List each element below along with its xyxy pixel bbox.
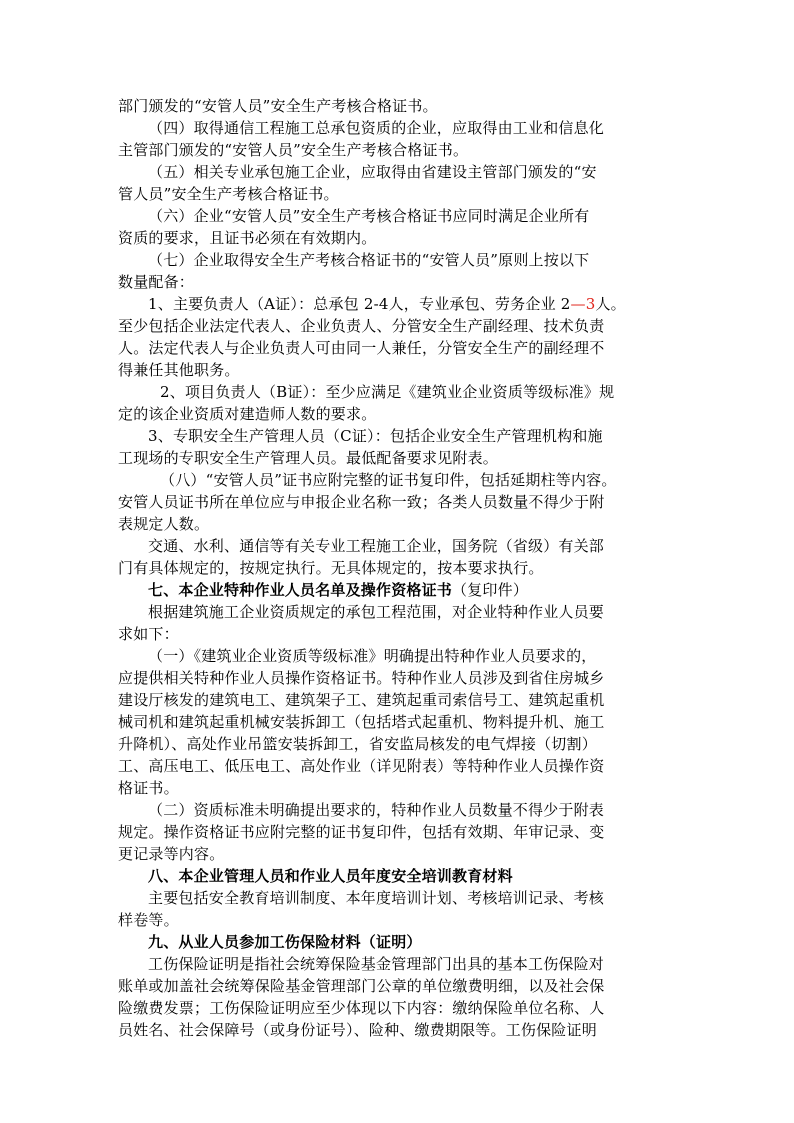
text-line: 定的该企业资质对建造师人数的要求。 — [118, 405, 377, 423]
text-line: 求如下： — [118, 625, 179, 643]
text-line: 资质的要求，且证书必须在有效期内。 — [118, 229, 377, 247]
text-line: 2、项目负责人（B证）：至少应满足《建筑业企业资质等级标准》规 — [160, 383, 615, 401]
text-line: （七）企业取得安全生产考核合格证书的“安管人员”原则上按以下 — [148, 251, 590, 269]
text-line: 升降机）、高处作业吊篮安装拆卸工，省安监局核发的电气焊接（切割） — [118, 735, 597, 753]
text-line: 规定。操作资格证书应附完整的证书复印件，包括有效期、年审记录、变 — [118, 823, 605, 841]
text-line: 样卷等。 — [118, 911, 179, 929]
text-line: 械司机和建筑起重机械安装拆卸工（包括塔式起重机、物料提升机、施工 — [118, 713, 605, 731]
text-line: 安管人员证书所在单位应与申报企业名称一致；各类人员数量不得少于附 — [118, 493, 605, 511]
text-line: 得兼任其他职务。 — [118, 361, 240, 379]
text-segment: 1、主要负责人（A证）：总承包 2-4人，专业承包、劳务企业 — [148, 295, 561, 313]
text-segment: 人。 — [595, 295, 626, 313]
section-heading: 八、本企业管理人员和作业人员年度安全培训教育材料 — [148, 867, 513, 885]
text-line: 交通、水利、通信等有关专业工程施工企业，国务院（省级）有关部 — [148, 537, 605, 555]
text-line: （六）企业“安管人员”安全生产考核合格证书应同时满足企业所有 — [148, 207, 590, 225]
text-line: 工、高压电工、低压电工、高处作业（详见附表）等特种作业人员操作资 — [118, 757, 605, 775]
text-line: 账单或加盖社会统筹保险基金管理部门公章的单位缴费明细，以及社会保 — [118, 977, 605, 995]
text-line: 主管部门颁发的“安管人员”安全生产考核合格证书。 — [118, 141, 469, 159]
text-line: 应提供相关特种作业人员操作资格证书。特种作业人员涉及到省住房城乡 — [118, 669, 605, 687]
text-line: 根据建筑施工企业资质规定的承包工程范围，对企业特种作业人员要 — [148, 603, 605, 621]
text-line: 更记录等内容。 — [118, 845, 225, 863]
text-line: 部门颁发的“安管人员”安全生产考核合格证书。 — [118, 97, 438, 115]
text-line: （八）“安管人员”证书应附完整的证书复印件，包括延期柱等内容。 — [160, 471, 617, 489]
highlighted-text: —3 — [570, 295, 596, 313]
text-line: 建设厅核发的建筑电工、建筑架子工、建筑起重司索信号工、建筑起重机 — [118, 691, 605, 709]
section-heading — [148, 579, 528, 601]
text-line: 险缴费发票；工伤保险证明应至少体现以下内容：缴纳保险单位名称、人 — [118, 999, 605, 1017]
text-line: 主要包括安全教育培训制度、本年度培训计划、考核培训记录、考核 — [148, 889, 605, 907]
text-line: 人。法定代表人与企业负责人可由同一人兼任，分管安全生产的副经理不 — [118, 339, 605, 357]
section-heading: 九、从业人员参加工伤保险材料（证明） — [148, 933, 422, 951]
text-line: 工伤保险证明是指社会统筹保险基金管理部门出具的基本工伤保险对 — [148, 955, 605, 973]
text-line: 3、专职安全生产管理人员（C证）：包括企业安全生产管理机构和施 — [148, 427, 603, 445]
text-line: （四）取得通信工程施工总承包资质的企业，应取得由工业和信息化 — [148, 119, 605, 137]
text-line: （一）《建筑业企业资质等级标准》明确提出特种作业人员要求的， — [148, 647, 597, 665]
text-segment: 2 — [560, 295, 571, 313]
text-line: 工现场的专职安全生产管理人员。最低配备要求见附表。 — [118, 449, 499, 467]
text-line: 管人员”安全生产考核合格证书。 — [118, 185, 339, 203]
text-line: 门有具体规定的，按规定执行。无具体规定的，按本要求执行。 — [118, 559, 544, 577]
text-line: 员姓名、社会保障号（或身份证号）、险种、缴费期限等。工伤保险证明 — [118, 1021, 597, 1039]
text-line: 表规定人数。 — [118, 515, 210, 533]
text-line: （二）资质标准未明确提出要求的，特种作业人员数量不得少于附表 — [148, 801, 605, 819]
section-heading-text: 七、本企业特种作业人员名单及操作资格证书 — [148, 581, 453, 599]
text-line: 数量配备： — [118, 273, 195, 291]
text-line: 至少包括企业法定代表人、企业负责人、分管安全生产副经理、技术负责 — [118, 317, 605, 335]
text-line — [148, 293, 626, 315]
text-line: 格证书。 — [118, 779, 179, 797]
text-line: （五）相关专业承包施工企业，应取得由省建设主管部门颁发的“安 — [148, 163, 597, 181]
section-heading-note: （复印件） — [452, 581, 529, 599]
